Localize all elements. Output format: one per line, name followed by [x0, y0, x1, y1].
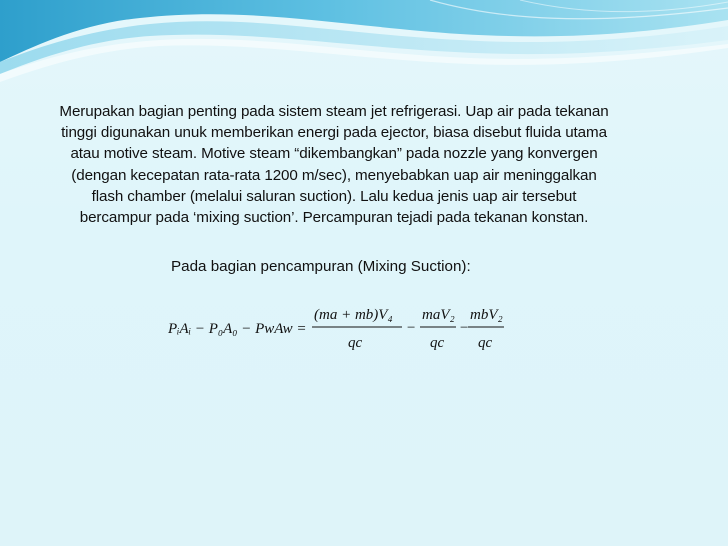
- paragraph-line-3: atau motive steam. Motive steam “dikembangkan” pada nozzle yang konvergen: [70, 145, 598, 163]
- fraction-2-denominator: qc: [430, 335, 445, 351]
- fraction-2-numerator: maV₂: [422, 307, 455, 323]
- fraction-1-numerator: (ma + mb)V₄: [314, 307, 393, 323]
- paragraph-line-6: bercampur pada ‘mixing suction’. Percampuran tejadi pada tekanan konstan.: [79, 209, 589, 227]
- equation-lhs: PᵢAᵢ − P₀A₀ − PwAw =: [168, 321, 307, 337]
- mixing-suction-subheading: Pada bagian pencampuran (Mixing Suction):: [171, 258, 471, 275]
- fraction-1-denominator: qc: [348, 335, 363, 351]
- minus-sign-2: −: [459, 320, 470, 336]
- fraction-3-denominator: qc: [478, 335, 493, 351]
- paragraph-line-1: Merupakan bagian penting pada sistem steam jet refrigerasi. Uap air pada tekanan: [59, 103, 609, 120]
- paragraph-line-5: flash chamber (melalui saluran suction). Lalu kedua jenis uap air tersebut: [91, 187, 577, 205]
- header-wave-decoration: [0, 0, 728, 90]
- paragraph-line-2: tinggi digunakan unuk memberikan energi pada ejector, biasa disebut fluida utama: [61, 124, 607, 142]
- minus-sign-1: −: [406, 320, 417, 336]
- mixing-suction-equation: [168, 300, 508, 356]
- paragraph-line-4: (dengan kecepatan rata-rata 1200 m/sec), menyebabkan uap air meninggalkan: [71, 166, 597, 184]
- body-paragraph: [18, 101, 650, 228]
- fraction-3-numerator: mbV₂: [470, 307, 503, 323]
